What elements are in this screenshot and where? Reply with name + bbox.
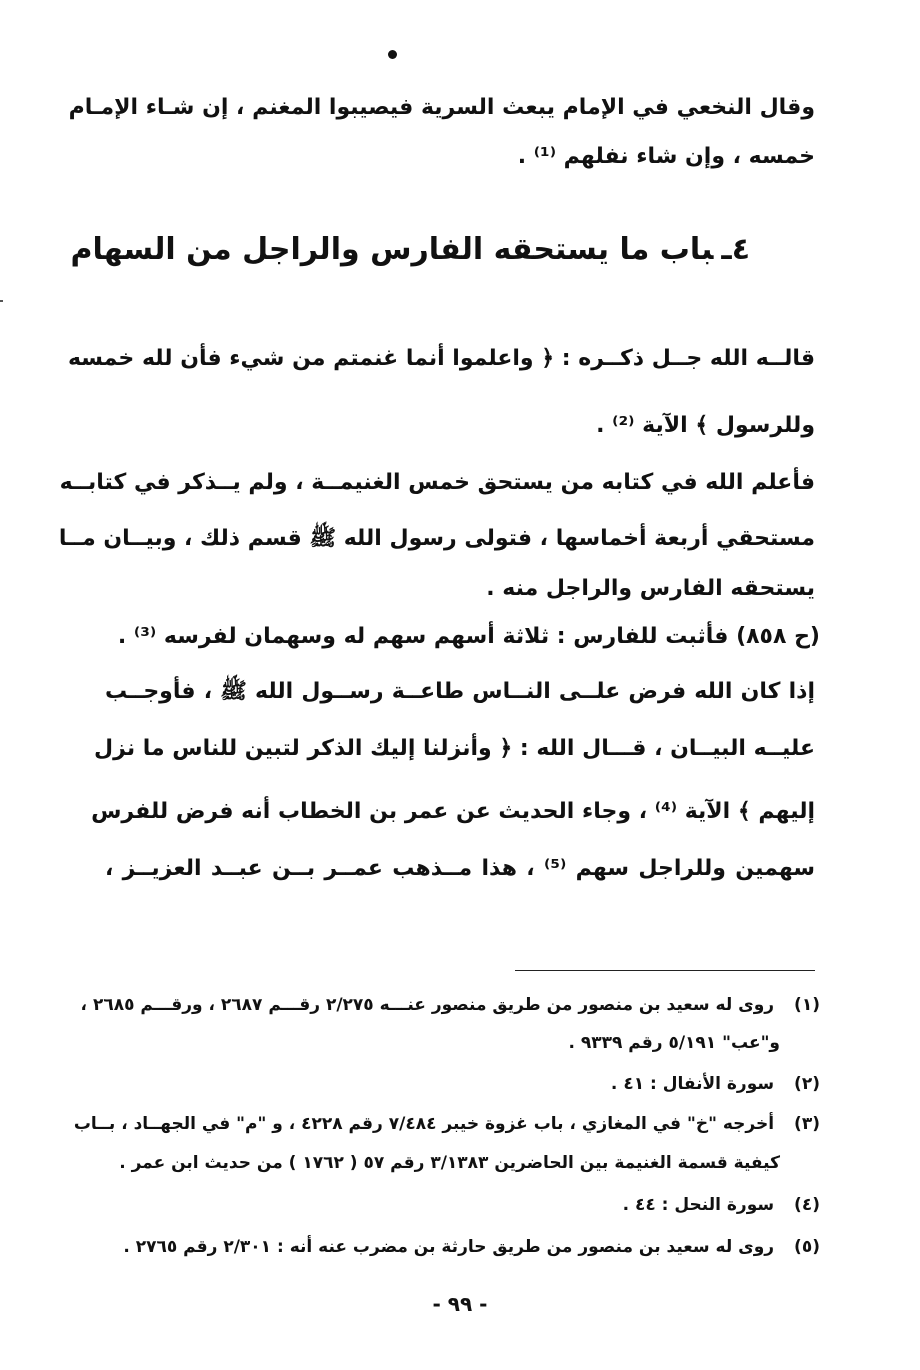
body-line: إذا كان الله فرض علــى النــاس طاعــة رســول الله ﷺ ، فأوجــب xyxy=(105,679,815,704)
body-line: وللرسول ﴾ الآية ⁽²⁾ . xyxy=(596,413,815,438)
body-line: مستحقي أربعة أخماسها ، فتولى رسول الله ﷺ قسم ذلك ، وبيــان مــا xyxy=(58,526,815,551)
body-line: سهمين وللراجل سهم ⁽⁵⁾ ، هذا مــذهب عمــر بــن عبــد العزيــز ، xyxy=(105,856,815,881)
footnote-separator xyxy=(515,970,815,971)
hadith-line: (ح ٨٥٨) فأثبت للفارس : ثلاثة أسهم سهم له وسهمان لفرسه ⁽³⁾ . xyxy=(117,624,820,649)
ink-dot xyxy=(388,50,397,59)
intro-line-2: خمسه ، وإن شاء نفلهم ⁽¹⁾ . xyxy=(517,144,815,169)
footnote-5: (٥) روى له سعيد بن منصور من طريق حارثة بن مضرب عنه أنه : ٢/٣٠١ رقم ٢٧٦٥ . xyxy=(123,1237,820,1257)
footnote-3: (٣) أخرجه "خ" في المغازي ، باب غزوة خيبر ٧/٤٨٤ رقم ٤٢٢٨ ، و "م" في الجهــاد ، بــاب xyxy=(73,1114,820,1134)
footnote-2: (٢) سورة الأنفال : ٤١ . xyxy=(610,1074,820,1094)
body-line: عليــه البيــان ، قـــال الله : ﴿ وأنزلنا إليك الذكر لتبين للناس ما نزل xyxy=(94,736,815,761)
footnote-4: (٤) سورة النحل : ٤٤ . xyxy=(622,1195,820,1215)
footnote-1: (١) روى له سعيد بن منصور من طريق منصور عنـــه ٢/٢٧٥ رقـــم ٢٦٨٧ ، ورقـــم ٢٦٨٥ ، xyxy=(80,995,820,1015)
section-heading xyxy=(71,232,751,267)
footnote-3-continued: كيفية قسمة الغنيمة بين الحاضرين ٣/١٣٨٣ رقم ٥٧ ( ١٧٦٢ ) من حديث ابن عمر . xyxy=(119,1153,780,1173)
page-number: - ٩٩ - xyxy=(432,1292,488,1316)
body-line: إليهم ﴾ الآية ⁽⁴⁾ ، وجاء الحديث عن عمر بن الخطاب أنه فرض للفرس xyxy=(91,799,815,824)
scan-edge-mark xyxy=(0,300,3,302)
intro-line-1: وقال النخعي في الإمام يبعث السرية فيصيبوا المغنم ، إن شـاء الإمـام xyxy=(68,95,815,120)
body-line: قالــه الله جــل ذكــره : ﴿ واعلموا أنما غنمتم من شيء فأن لله خمسه xyxy=(67,346,815,371)
section-title: باب ما يستحقه الفارس والراجل من السهام xyxy=(70,232,714,267)
body-line: يستحقه الفارس والراجل منه . xyxy=(486,576,815,601)
footnote-1-continued: و"عب" ٥/١٩١ رقم ٩٣٣٩ . xyxy=(568,1033,780,1053)
body-line: فأعلم الله في كتابه من يستحق خمس الغنيمــة ، ولم يــذكر في كتابــه xyxy=(59,470,815,495)
section-number: ٤ـ xyxy=(721,232,750,267)
